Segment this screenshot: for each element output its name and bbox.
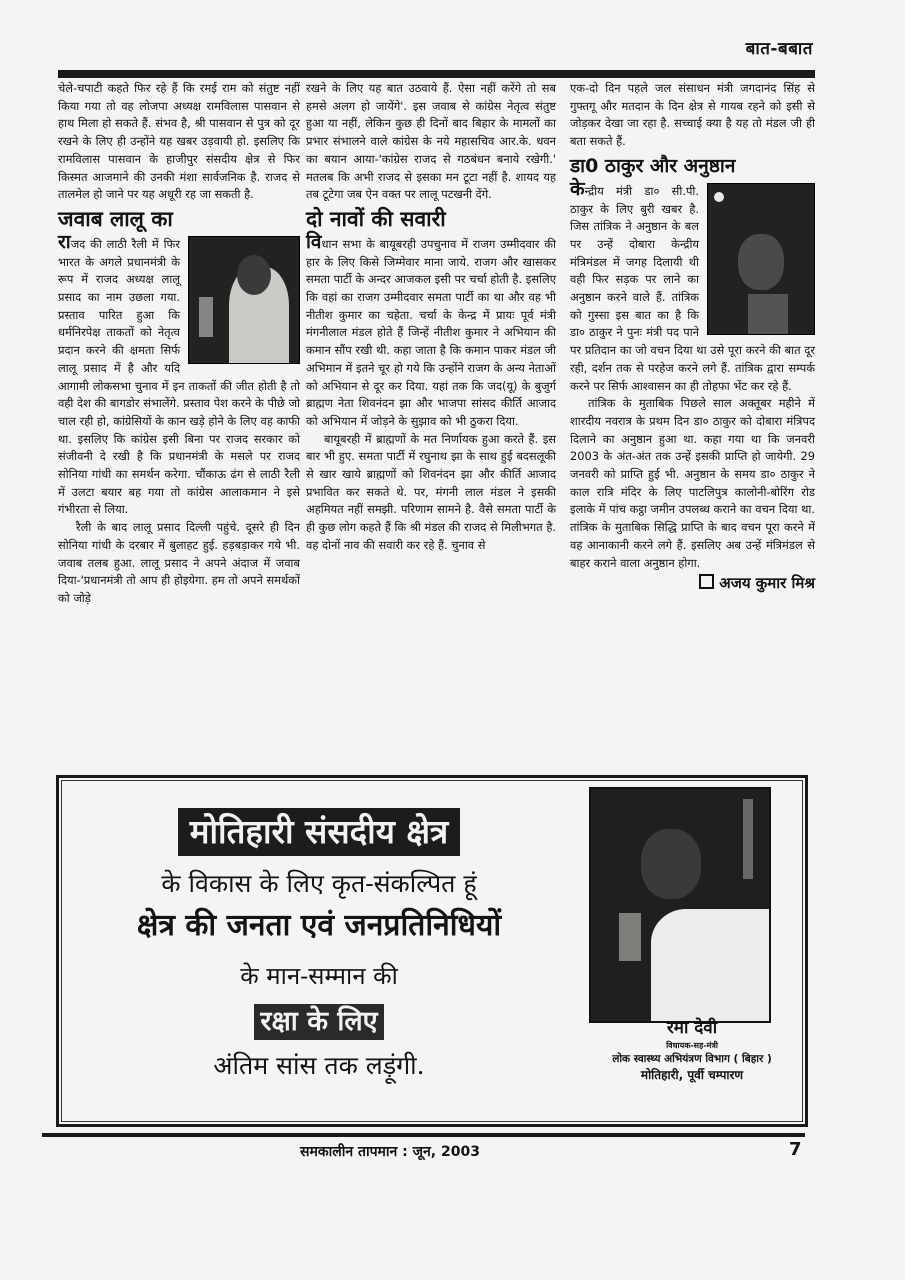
paragraph: रखने के लिए यह बात उठवाये हैं. ऐसा नहीं करेंगे तो सब हमसे अलग हो जायेंगे'. इस जवाब से कांग्रेस नेतृत्व संतुष्ट हुआ या नहीं, लेकिन कुछ ही दिनों बाद बिहार के मामलों का प्रभार संभालने वाले कांग्रेस के नये महासचिव आर.के. धवन का बयान आया-'कांग्रेस राजद से गठबंधन बनाये रखेगी.' मतलब कि अभी राजद से इसका मन टूटा नहीं है. शायद यह तब टूटेगा जब ऐन वक्त पर लालू पटखनी देंगे. bbox=[306, 81, 556, 202]
byline bbox=[570, 574, 815, 593]
paragraph: रैली के बाद लालू प्रसाद दिल्ली पहुंचे. दूसरे ही दिन सोनिया गांधी के दरबार में बुलाहट हुई. हड़बड़ाकर गये भी. जवाब तलब हुआ. लालू प्रसाद ने अपने अंदाज में जवाब दिया-'प्रधानमंत्री तो आप ही होइयेगा. हम तो अपने समर्थकों को जोड़े bbox=[58, 520, 300, 605]
paragraph: बायूबरही में ब्राह्मणों के मत निर्णायक हुआ करते हैं. इस बार भी हुए. समता पार्टी में रघुनाथ झा के साथ हुई बदसलूकी से खार खाये ब्राह्मणों को शिवनंदन झा और कीर्ति आजाद प्रभावित कर सकते थे. पर, मंगनी लाल मंडल ने इसकी अहमियत नहीं समझी. परिणाम सामने है. वैसे समता पार्टी के ही कुछ लोग कहते हैं कि श्री मंडल की राजद से मिलीभगत है. वह दोनों नाव की सवारी कर रहे हैं. चुनाव से bbox=[306, 431, 556, 552]
paragraph: एक-दो दिन पहले जल संसाधन मंत्री जगदानंद सिंह से गुफ्तगू और मतदान के दिन क्षेत्र से गायब रहने को इसी से जोड़कर देखा जा रहा है. सच्चाई क्या है यह तो मंडल जी ही बता सकते हैं. bbox=[570, 81, 815, 149]
top-rule bbox=[58, 70, 815, 78]
drop-cap: वि bbox=[306, 230, 322, 253]
section-label: बात-बबात bbox=[745, 39, 813, 59]
lalu-photo bbox=[188, 236, 300, 364]
cp-thakur-photo bbox=[707, 183, 815, 335]
paragraph-text: जद की लाठी रैली में फिर भारत के अगले प्रधानमंत्री के रूप में राजद अध्यक्ष लालू प्रसाद का नाम उछला गया. प्रस्ताव पारित हुआ कि धर्मनिरपेक्ष ताकतों को नेतृत्व प्रदान करने की क्षमता सिर्फ लालू प्रसाद में है और यदि आगामी लोकसभा चुनाव में इन ताकतों की जीत होती है तो वही देश की बागडोर संभालेंगे. प्रस्ताव पेश करने के पीछे जो चाल रही हो, कांग्रेसियों के कान खड़े होने के लिए वह काफी था. इसलिए कि कांग्रेस इसी बिना पर राजद सरकार को संजीवनी दे रखी है कि प्रधानमंत्री के मसले पर राजद सोनिया गांधी का समर्थन करेगा. चौंकाऊ ढंग से लाठी रैली में उलटा बयार बह गया तो कांग्रेस आलाकमान ने इसे गंभीरता से लिया. bbox=[58, 236, 300, 517]
candidate-place: मोतिहारी, पूर्वी चम्पारण bbox=[640, 1068, 744, 1082]
square-icon bbox=[699, 574, 714, 589]
ad-banner-title: मोतिहारी संसदीय क्षेत्र bbox=[178, 808, 460, 856]
article-heading-jawab-lalu-ka: जवाब लालू का bbox=[58, 206, 173, 231]
drop-cap: रा bbox=[58, 230, 71, 253]
rama-devi-photo bbox=[589, 787, 771, 1023]
paragraph: चेले-चपाटी कहते फिर रहे हैं कि रमई राम को संतुष्ट नहीं किया गया तो वह लोजपा अध्यक्ष रामविलास पासवान से हाथ मिला हो सकते हैं. संभव है, श्री पासवान से पुत्र को दूर रखने के लिए ही उन्होंने यह खबर उड़वायी हो. इसलिए कि रामविलास पासवान के हाजीपुर संसदीय क्षेत्र से फिर किस्मत आजमाने की उनकी मंशा सार्वजनिक है. राजद से तालमेल हो जाने पर यह अधूरी रह जा सकती है. bbox=[58, 81, 300, 202]
ad-line: अंतिम सांस तक लड़ूंगी. bbox=[213, 1051, 425, 1080]
candidate-department: लोक स्वास्थ्य अभियंत्रण विभाग ( बिहार ) bbox=[612, 1053, 772, 1065]
ad-banner-highlight: रक्षा के लिए bbox=[254, 1004, 383, 1040]
ad-line: के विकास के लिए कृत-संकल्पित हूं bbox=[161, 869, 477, 898]
page-number: 7 bbox=[789, 1139, 802, 1160]
publication-footer: समकालीन तापमान : जून, 2003 bbox=[300, 1144, 480, 1160]
article-column-3 bbox=[570, 80, 815, 593]
candidate-name: रमा देवी bbox=[666, 1018, 718, 1038]
article-column-2 bbox=[306, 80, 556, 555]
ad-text-area bbox=[59, 778, 579, 1124]
byline-text: अजय कुमार मिश्र bbox=[719, 574, 815, 593]
ad-caption bbox=[579, 1016, 805, 1084]
paragraph bbox=[306, 230, 556, 431]
bottom-rule bbox=[42, 1133, 805, 1137]
paragraph: तांत्रिक के मुताबिक पिछले साल अक्तूबर महीने में शारदीय नवरात्र के प्रथम दिन डा० ठाकुर को दोबारा मंत्रिपद दिलाने का अनुष्ठान हुआ था. कहा गया था कि जनवरी 2003 के अंत-अंत तक उन्हें इसकी प्राप्ति हो जायेगी. 29 जनवरी को प्राप्ति हुई भी. अनुष्ठान के समय डा० ठाकुर ने काल रात्रि मंदिर के लिए पाटलिपुत्र कालोनी-बोरिंग रोड इलाके में पांच कट्ठा जमीन उपलब्ध कराने का वचन दिया था. तांत्रिक के मुताबिक सिद्धि प्राप्ति के बाद वचन पूरा करने में वह आनाकानी करने लगे हैं. इसलिए अब उन्हें मंत्रिमंडल से बाहर कराने वाला अनुष्ठान होगा. bbox=[570, 396, 815, 570]
paragraph-text: न्द्रीय मंत्री डा० सी.पी. ठाकुर के लिए बुरी खबर है. जिस तांत्रिक ने अनुष्ठान के बल पर उन्हें दोबारा केन्द्रीय मंत्रिमंडल में जगह दिलायी थी वही फिर सड़क पर लाने का अनुष्ठान करने वाले हैं. तांत्रिक को गुस्सा इस बात का है कि डा० ठाकुर ने पुनः मंत्री पद पाने पर प्रतिदान का जो वचन दिया था उसे पूरा करने की बात दूर रही, दर्शन तक से परहेज करने लगे हैं. तांत्रिक द्वारा सम्पर्क करने पर सिर्फ आश्वासन का ही तोहफा भेंट कर रहे हैं. bbox=[570, 183, 815, 393]
advertisement-box bbox=[56, 775, 808, 1127]
article-column-1 bbox=[58, 80, 300, 608]
paragraph-text: धान सभा के बायूबरही उपचुनाव में राजग उम्मीदवार की हार के लिए किसे जिम्मेवार माना जाये. राजग और खासकर समता पार्टी के अन्दर आजकल इसी पर चर्चा होती है. इसलिए कि वहां का राजग उम्मीदवार समता पार्टी का था और वह भी नीतीश कुमार का चहेता. चर्चा के केन्द्र में प्रायः पूर्व मंत्री मंगनीलाल मंडल होते हैं जिन्हें नीतीश कुमार ने अभियान की कमान सौंप रखी थी. कहा जाता है कि कमान पाकर मंडल जी अभिमान में इतने चूर हो गये कि उन्होंने राजग के अन्य नेताओं को अभियान से दूर कर दिया. यहां तक कि जद(यू) के बुजुर्ग ब्राह्मण नेता शिवनंदन झा और भाजपा सांसद कीर्ति आजाद को अभियान में जोड़ने के सुझाव को भी ठुकरा दिया. bbox=[306, 236, 556, 428]
article-heading-do-navon-ki-sawari: दो नावों की सवारी bbox=[306, 206, 446, 231]
drop-cap: के bbox=[570, 177, 585, 200]
article-heading-dr-thakur: डा0 ठाकुर और अनुष्ठान bbox=[570, 154, 736, 177]
ad-line: क्षेत्र की जनता एवं जनप्रतिनिधियों bbox=[136, 908, 502, 943]
ad-line: के मान-सम्मान की bbox=[240, 962, 398, 990]
candidate-title: विधायक-सह-मंत्री bbox=[666, 1041, 718, 1050]
